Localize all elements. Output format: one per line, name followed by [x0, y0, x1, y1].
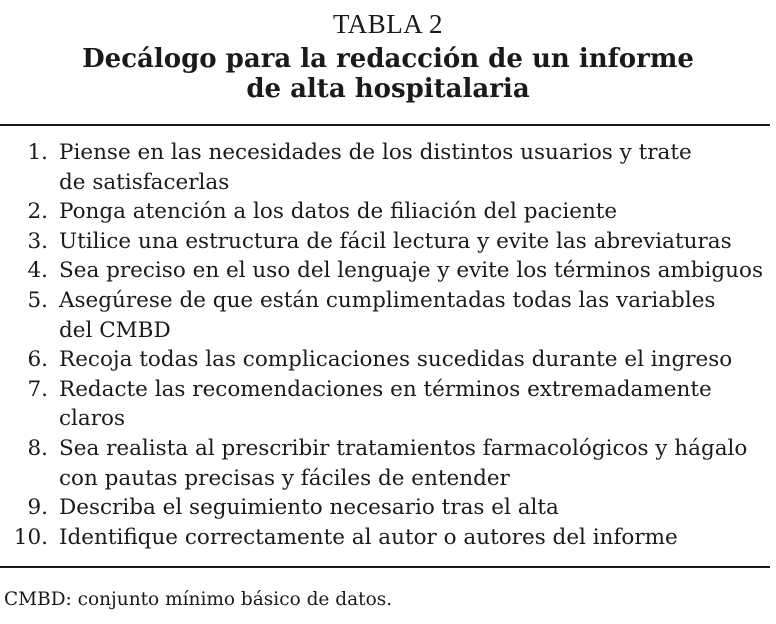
item-text-line: Identifique correctamente al autor o autores del informe — [59, 524, 678, 550]
item-number: 4. — [27, 258, 48, 284]
item-number: 1. — [27, 140, 48, 165]
list-item — [0, 345, 770, 375]
item-text-line: Sea realista al prescribir tratamientos farmacológicos y hágalo — [59, 435, 748, 461]
item-number: 3. — [27, 228, 48, 254]
item-text-line: con pautas precisas y fáciles de entender — [59, 465, 510, 491]
item-text-line: Asegúrese de que están cumplimentadas todas las variables — [59, 287, 716, 313]
top-rule — [0, 124, 770, 126]
item-number: 5. — [27, 287, 48, 313]
item-text-line: Ponga atención a los datos de filiación del paciente — [59, 199, 618, 225]
item-number: 6. — [27, 347, 48, 373]
item-number: 10. — [13, 524, 48, 550]
list-item — [0, 286, 770, 345]
list-item — [0, 197, 770, 227]
list-item — [0, 493, 770, 523]
list-item — [0, 523, 770, 553]
list-item — [0, 434, 770, 493]
item-number: 8. — [27, 435, 48, 461]
item-text-line: de satisfacerlas — [59, 169, 230, 195]
item-number: 9. — [27, 495, 48, 521]
list-item — [0, 375, 770, 434]
item-text-line: Piense en las necesidades de los distintos usuarios y trate — [59, 140, 692, 165]
list-item — [0, 256, 770, 286]
item-text-line: del CMBD — [59, 317, 171, 343]
item-number: 2. — [27, 199, 48, 225]
list-item — [0, 227, 770, 257]
table-label: TABLA 2 — [332, 9, 444, 39]
item-text-line: Sea preciso en el uso del lenguaje y evite los términos ambiguos — [59, 258, 763, 284]
table-title — [0, 44, 776, 104]
item-text-line: Describa el seguimiento necesario tras el alta — [59, 495, 559, 521]
item-text-line: Redacte las recomendaciones en términos extremadamente — [59, 376, 712, 402]
item-text-line: Utilice una estructura de fácil lectura y evite las abreviaturas — [59, 228, 732, 254]
item-text-line: Recoja todas las complicaciones sucedidas durante el ingreso — [59, 347, 733, 373]
item-number: 7. — [27, 376, 48, 402]
table-title-line-2: de alta hospitalaria — [246, 74, 530, 104]
list-item — [0, 138, 770, 197]
item-text-line: claros — [59, 406, 125, 432]
decalogue-list — [0, 138, 770, 552]
bottom-rule — [0, 566, 770, 568]
table-title-line-1: Decálogo para la redacción de un informe — [82, 44, 694, 74]
footnote: CMBD: conjunto mínimo básico de datos. — [4, 589, 393, 610]
